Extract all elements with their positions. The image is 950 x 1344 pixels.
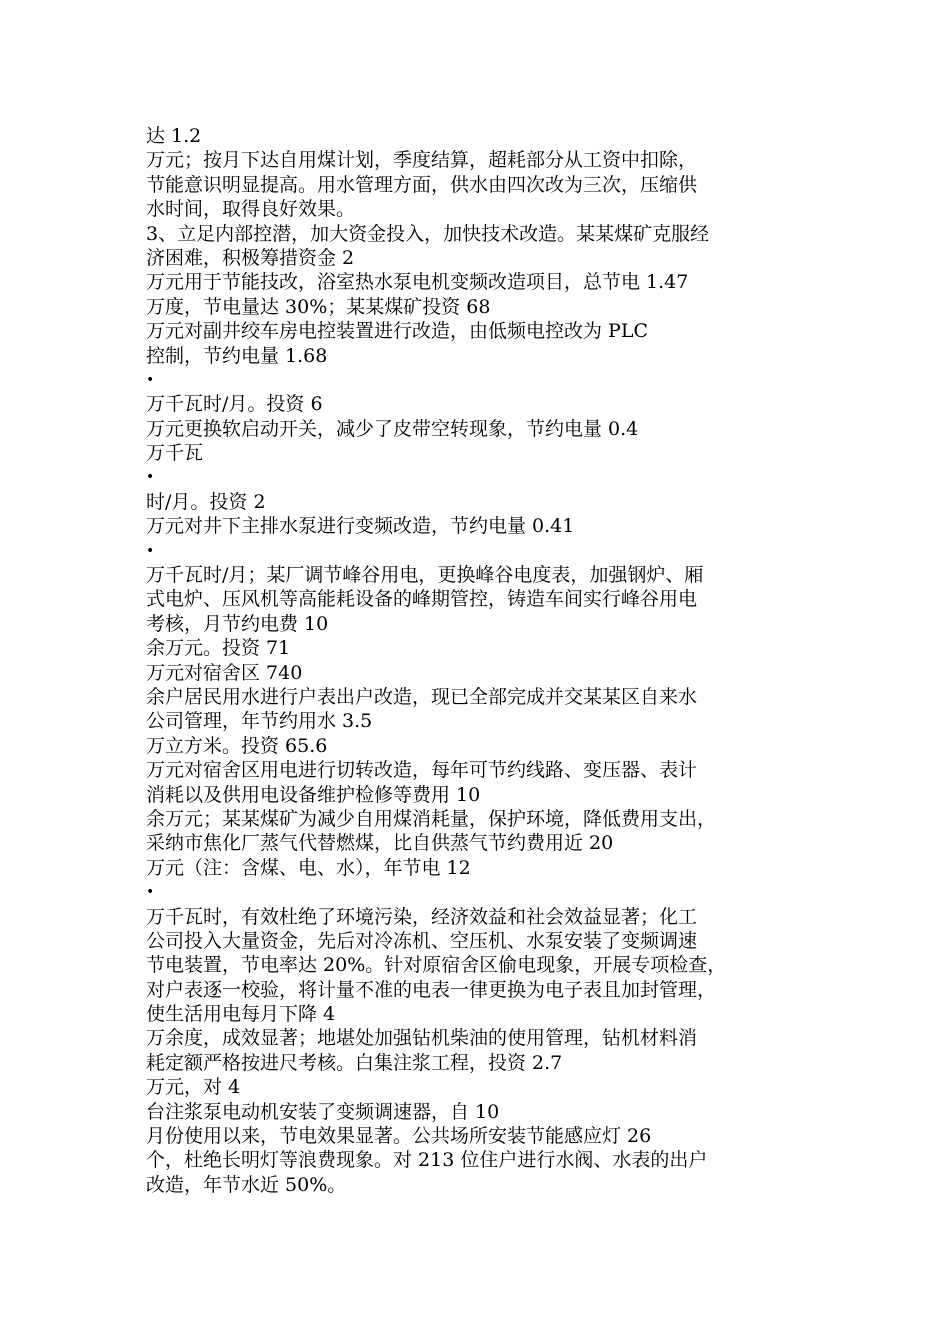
text-line: 万元更换软启动开关，减少了皮带空转现象，节约电量 0.4 xyxy=(146,417,639,440)
text-line: 济困难，积极筹措资金 2 xyxy=(146,246,355,269)
bullet-marker: • xyxy=(146,884,155,901)
text-line: 万立方米。投资 65.6 xyxy=(146,734,328,757)
text-line: 万元用于节能技改，浴室热水泵电机变频改造项目，总节电 1.47 xyxy=(146,271,689,294)
text-line: 节能意识明显提高。用水管理方面，供水由四次改为三次，压缩供 xyxy=(146,173,698,196)
text-line: 水时间，取得良好效果。 xyxy=(146,198,356,221)
bullet-marker: • xyxy=(146,371,155,388)
text-line: 考核，月节约电费 10 xyxy=(146,612,329,635)
bullet-marker: • xyxy=(146,542,155,559)
text-line: 余户居民用水进行户表出户改造，现已全部完成并交某某区自来水 xyxy=(146,685,698,708)
text-line: 万元对井下主排水泵进行变频改造，节约电量 0.41 xyxy=(146,515,575,538)
text-line: 改造，年节水近 50%。 xyxy=(146,1173,347,1196)
text-line: 式电炉、压风机等高能耗设备的峰期管控，铸造车间实行峰谷用电 xyxy=(146,588,698,611)
text-line: 万度，节电量达 30%；某某煤矿投资 68 xyxy=(146,295,491,318)
text-line: 控制，节约电量 1.68 xyxy=(146,344,328,367)
text-line: 台注浆泵电动机安装了变频调速器，自 10 xyxy=(146,1100,500,1123)
text-line: 余万元；某某煤矿为减少自用煤消耗量，保护环境，降低费用支出， xyxy=(146,807,717,830)
text-line: 万元；按月下达自用煤计划，季度结算，超耗部分从工资中扣除， xyxy=(146,149,698,172)
text-line: 对户表逐一校验，将计量不准的电表一律更换为电子表且加封管理， xyxy=(146,978,717,1001)
text-line: 万千瓦时/月；某厂调节峰谷用电，更换峰谷电度表，加强钢炉、厢 xyxy=(146,564,704,587)
text-line: 节电装置，节电率达 20%。针对原宿舍区偷电现象，开展专项检查， xyxy=(146,954,727,977)
text-line: 万元对副井绞车房电控装置进行改造，由低频电控改为 PLC xyxy=(146,320,648,343)
text-line: 万千瓦 xyxy=(146,442,204,465)
text-line: 万余度，成效显著；地堪处加强钻机柴油的使用管理，钻机材料消 xyxy=(146,1027,698,1050)
text-line: 3、立足内部控潜，加大资金投入，加快技术改造。某某煤矿克服经 xyxy=(146,222,710,245)
text-line: 消耗以及供用电设备维护检修等费用 10 xyxy=(146,783,481,806)
text-line: 使生活用电每月下降 4 xyxy=(146,1003,336,1026)
text-line: 达 1.2 xyxy=(146,125,202,147)
text-line: 万千瓦时，有效杜绝了环境污染，经济效益和社会效益显著；化工 xyxy=(146,905,698,928)
text-line: 万千瓦时/月。投资 6 xyxy=(146,393,323,416)
text-line: 万元，对 4 xyxy=(146,1076,241,1099)
bullet-marker: • xyxy=(146,469,155,486)
text-line: 公司投入大量资金，先后对冷冻机、空压机、水泵安装了变频调速 xyxy=(146,929,698,952)
text-line: 万元对宿舍区用电进行切转改造，每年可节约线路、变压器、表计 xyxy=(146,759,698,782)
document-body xyxy=(146,124,806,1197)
text-line: 万元对宿舍区 740 xyxy=(146,661,303,684)
text-line: 万元（注：含煤、电、水），年节电 12 xyxy=(146,856,471,879)
text-line: 耗定额严格按进尺考核。白集注浆工程，投资 2.7 xyxy=(146,1051,563,1074)
text-line: 个，杜绝长明灯等浪费现象。对 213 位住户进行水阀、水表的出户 xyxy=(146,1149,708,1172)
text-line: 公司管理，年节约用水 3.5 xyxy=(146,710,373,733)
text-line: 时/月。投资 2 xyxy=(146,490,266,513)
text-line: 余万元。投资 71 xyxy=(146,637,291,660)
text-line: 采纳市焦化厂蒸气代替燃煤，比自供蒸气节约费用近 20 xyxy=(146,832,614,855)
text-line: 月份使用以来，节电效果显著。公共场所安装节能感应灯 26 xyxy=(146,1125,652,1148)
